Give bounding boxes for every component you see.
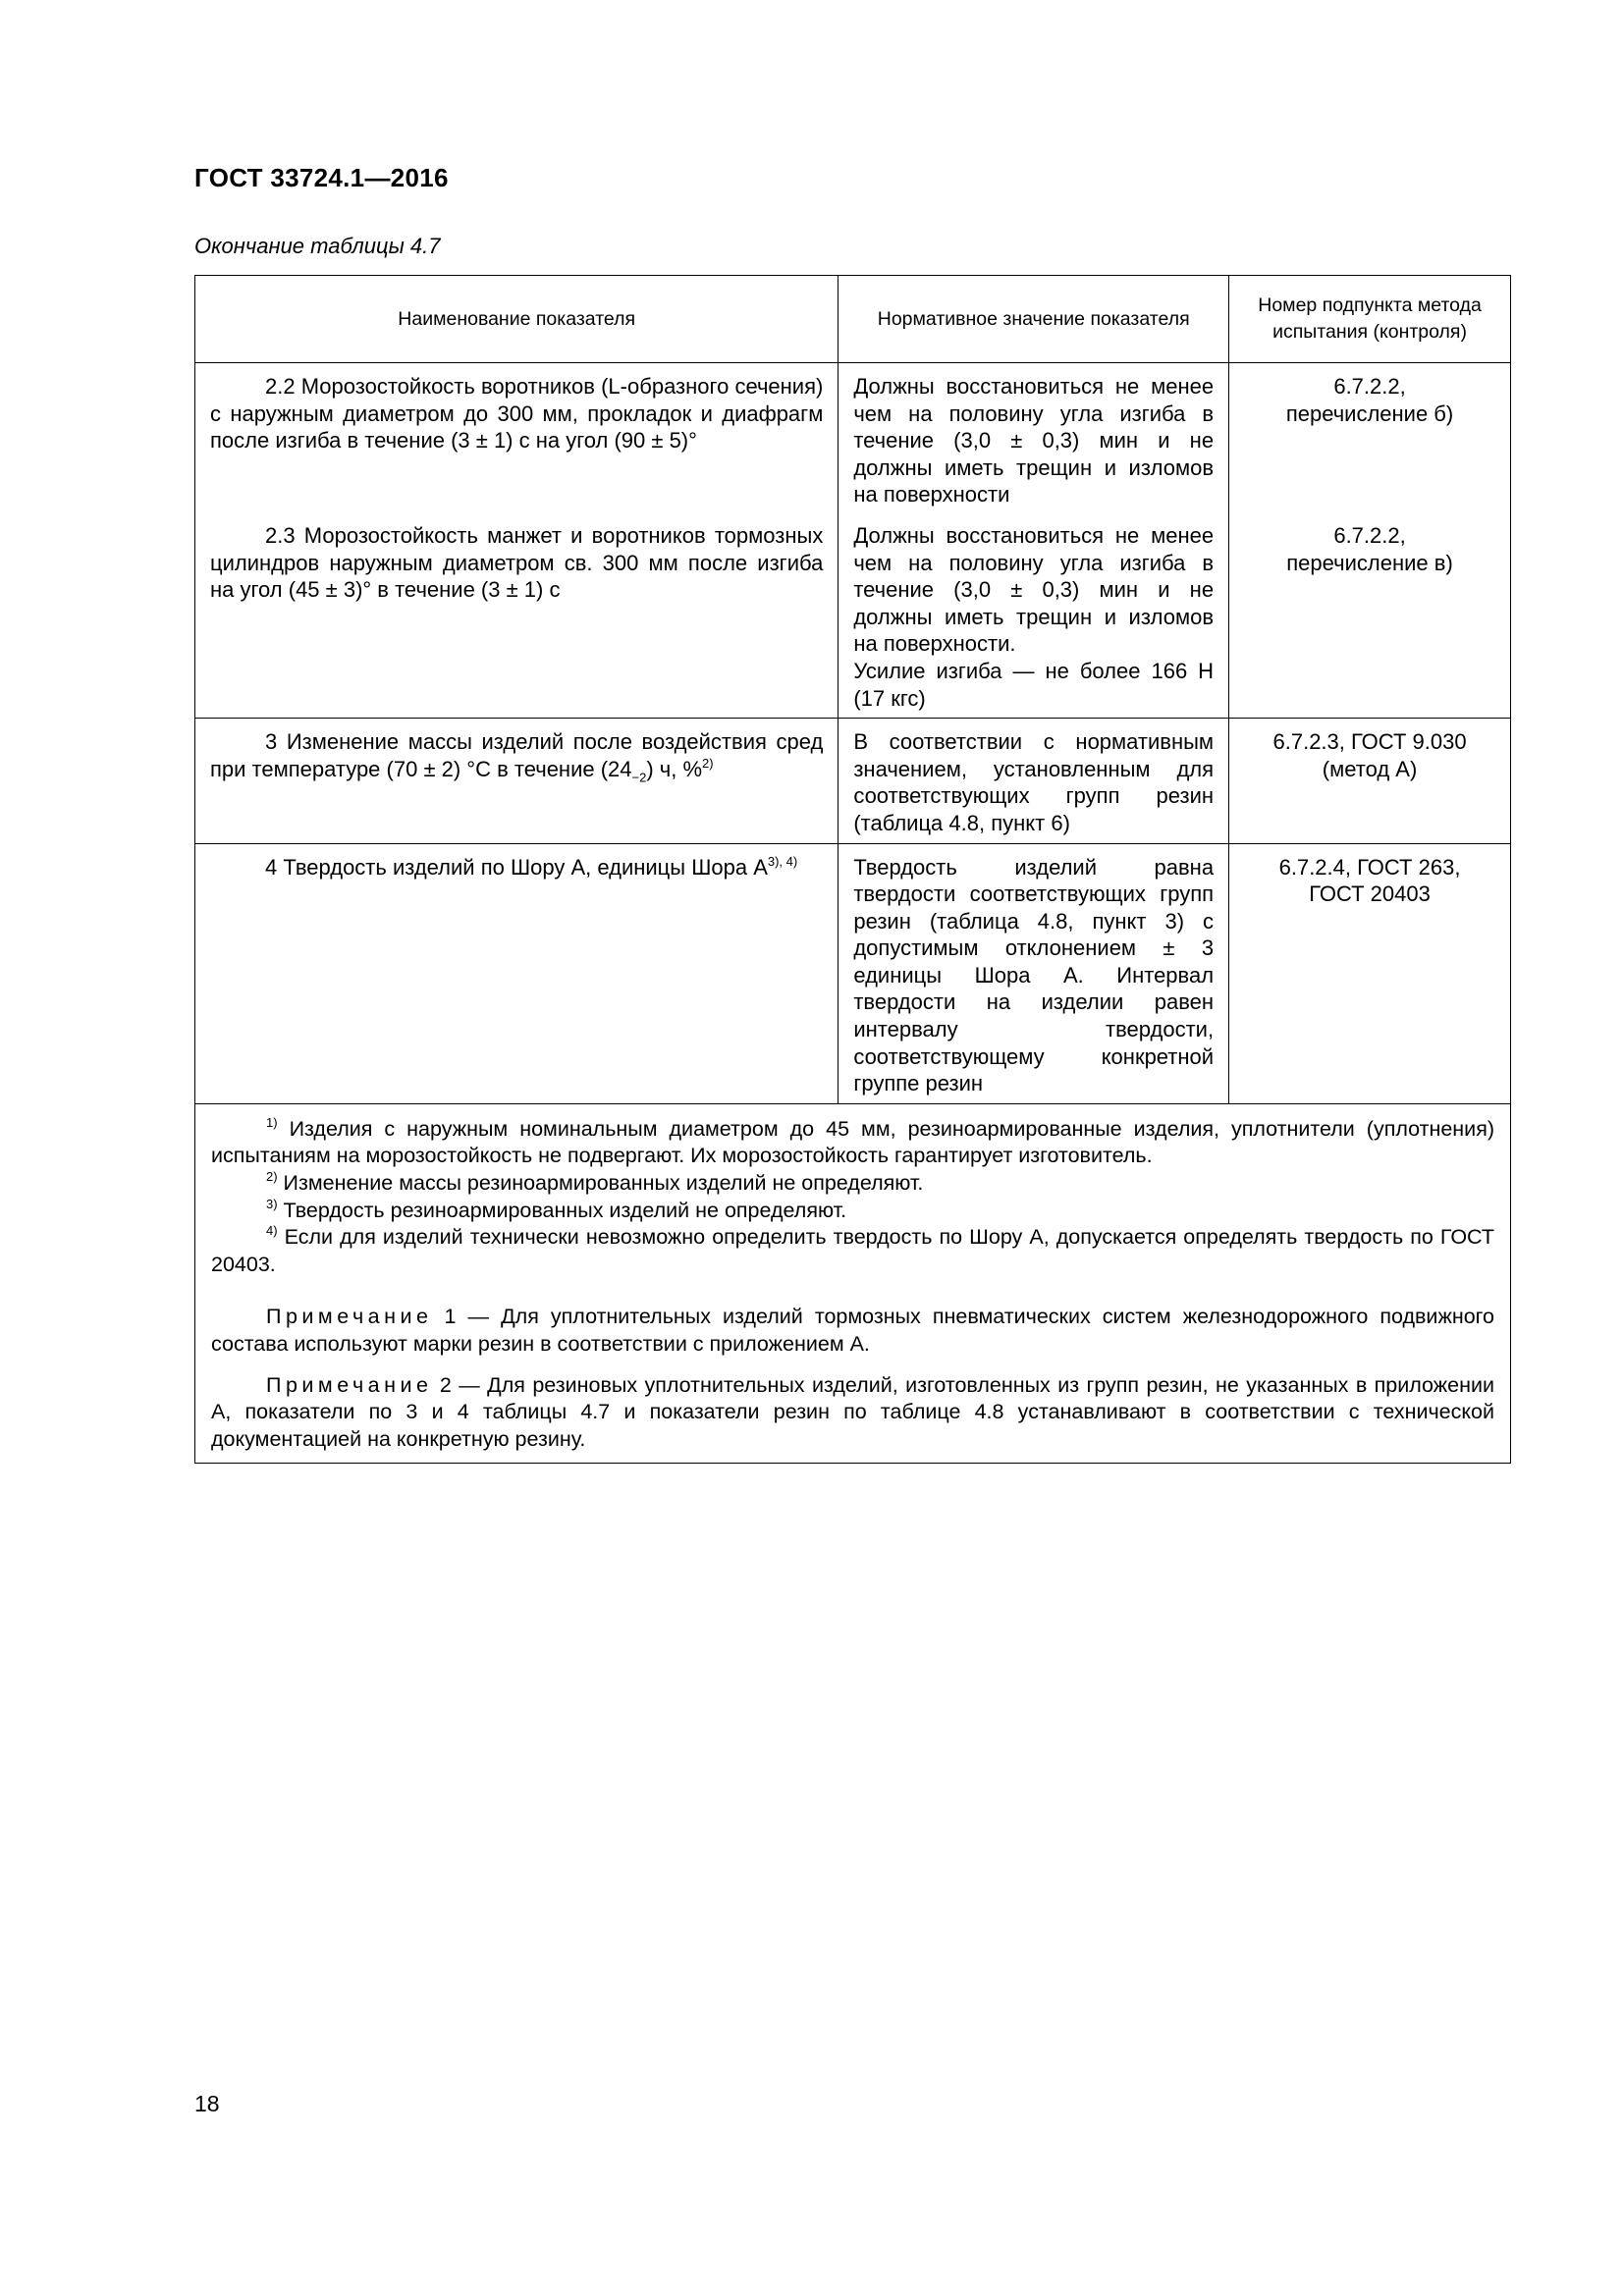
table-row xyxy=(195,363,1511,508)
row-value: Должны восстановиться не менее чем на половину угла изгиба в течение (3,0 ± 0,3) мин и не должны иметь трещин и изломов на поверхности xyxy=(853,374,1215,507)
column-header-name: Наименование показателя xyxy=(195,276,839,363)
footnote-ref: 3), 4) xyxy=(767,853,798,869)
row-value-extra: Усилие изгиба — не более 166 Н (17 кгс) xyxy=(853,658,1215,711)
row-value-cell xyxy=(839,843,1229,1103)
row-method: 6.7.2.2, перечисление в) xyxy=(1286,522,1453,575)
table-note: Примечание 1 — Для уплотнительных изделий тормозных пневматических систем железнодорожного подвижного состава используют марки резин в соответствии с приложением А. xyxy=(211,1305,1494,1356)
row-name-cell xyxy=(195,843,839,1103)
row-method-cell xyxy=(1229,508,1511,719)
row-name: 2.3 Морозостойкость манжет и воротников тормозных цилиндров наружным диаметром св. 300 мм после изгиба на угол (45 ± 3)° в течение (3 ± 1) с xyxy=(210,522,824,603)
table-caption: Окончание таблицы 4.7 xyxy=(194,234,441,258)
table-header-row xyxy=(195,276,1511,363)
row-name-cell xyxy=(195,363,839,508)
row-name-cell xyxy=(195,719,839,843)
column-header-value: Нормативное значение показателя xyxy=(839,276,1229,363)
row-value: В соответствии с нормативным значением, установленным для соответствующих групп резин (таблица 4.8, пункт 6) xyxy=(853,729,1215,835)
requirements-table xyxy=(194,275,1511,1464)
footnotes-row xyxy=(195,1103,1511,1464)
page-number: 18 xyxy=(194,2091,220,2116)
footnote-ref: 2) xyxy=(702,755,714,771)
subscript: −2 xyxy=(631,770,647,785)
footnote: $^{2)}$ Изменение массы резиноармированных изделий не определяют. xyxy=(266,1169,924,1196)
row-value: Должны восстановиться не менее чем на половину угла изгиба в течение (3,0 ± 0,3) мин и не должны иметь трещин и изломов на поверхности. xyxy=(853,522,1215,657)
row-method: 6.7.2.4, ГОСТ 263, ГОСТ 20403 xyxy=(1278,854,1461,907)
table-note: Примечание 2 — Для резиновых уплотнительных изделий, изготовленных из групп резин, не указанных в приложении А, показатели по 3 и 4 таблицы 4.7 и показатели резин по таблице 4.8 устанавливают в соответствии с технической документацией на конкретную резину. xyxy=(211,1372,1494,1451)
row-name: 4 Твердость изделий по Шору А, единицы Шора $А^{3), 4)}$ xyxy=(265,853,798,880)
document-header: ГОСТ 33724.1—2016 xyxy=(194,163,449,192)
row-method-cell xyxy=(1229,719,1511,843)
row-name-cell xyxy=(195,508,839,719)
row-value-cell xyxy=(839,363,1229,508)
row-method-cell xyxy=(1229,363,1511,508)
row-name: 2.2 Морозостойкость воротников (L-образного сечения) с наружным диаметром до 300 мм, прокладок и диафрагм после изгиба в течение (3 ± 1) с на угол (90 ± 5)° xyxy=(210,374,824,454)
row-value-cell xyxy=(839,719,1229,843)
row-value-cell xyxy=(839,508,1229,719)
footnote: $^{4)}$ Если для изделий технически невозможно определить твердость по Шору А, допускается определять твердость по ГОСТ 20403. xyxy=(211,1223,1494,1276)
row-value: Твердость изделий равна твердости соответствующих групп резин (таблица 4.8, пункт 3) с допустимым отклонением ± 3 единицы Шора А. Интервал твердости на изделии равен интервалу твердости, соответствующему конкретной группе резин xyxy=(853,854,1215,1096)
row-method-cell xyxy=(1229,843,1511,1103)
footnote: $^{3)}$ Твердость резиноармированных изделий не определяют. xyxy=(266,1196,847,1222)
row-name: 3 Изменение массы изделий после воздействия сред при температуре (70 ± 2) °С в течение $(24_{-2})$ ч, %$^{2)}$ xyxy=(210,729,824,785)
table-row xyxy=(195,508,1511,719)
table-row xyxy=(195,719,1511,843)
row-method: 6.7.2.2, перечисление б) xyxy=(1285,374,1454,426)
footnotes-cell xyxy=(195,1103,1511,1464)
column-header-method: Номер подпункта метода испытания (контроля) xyxy=(1229,276,1511,363)
table-row xyxy=(195,843,1511,1103)
row-method: 6.7.2.3, ГОСТ 9.030 (метод А) xyxy=(1272,729,1467,781)
footnote: $^{1)}$ Изделия с наружным номинальным диаметром до 45 мм, резиноармированные изделия, уплотнители (уплотнения) испытаниям на морозостойкость не подвергают. Их морозостойкость гарантирует изготовитель. xyxy=(211,1114,1494,1168)
